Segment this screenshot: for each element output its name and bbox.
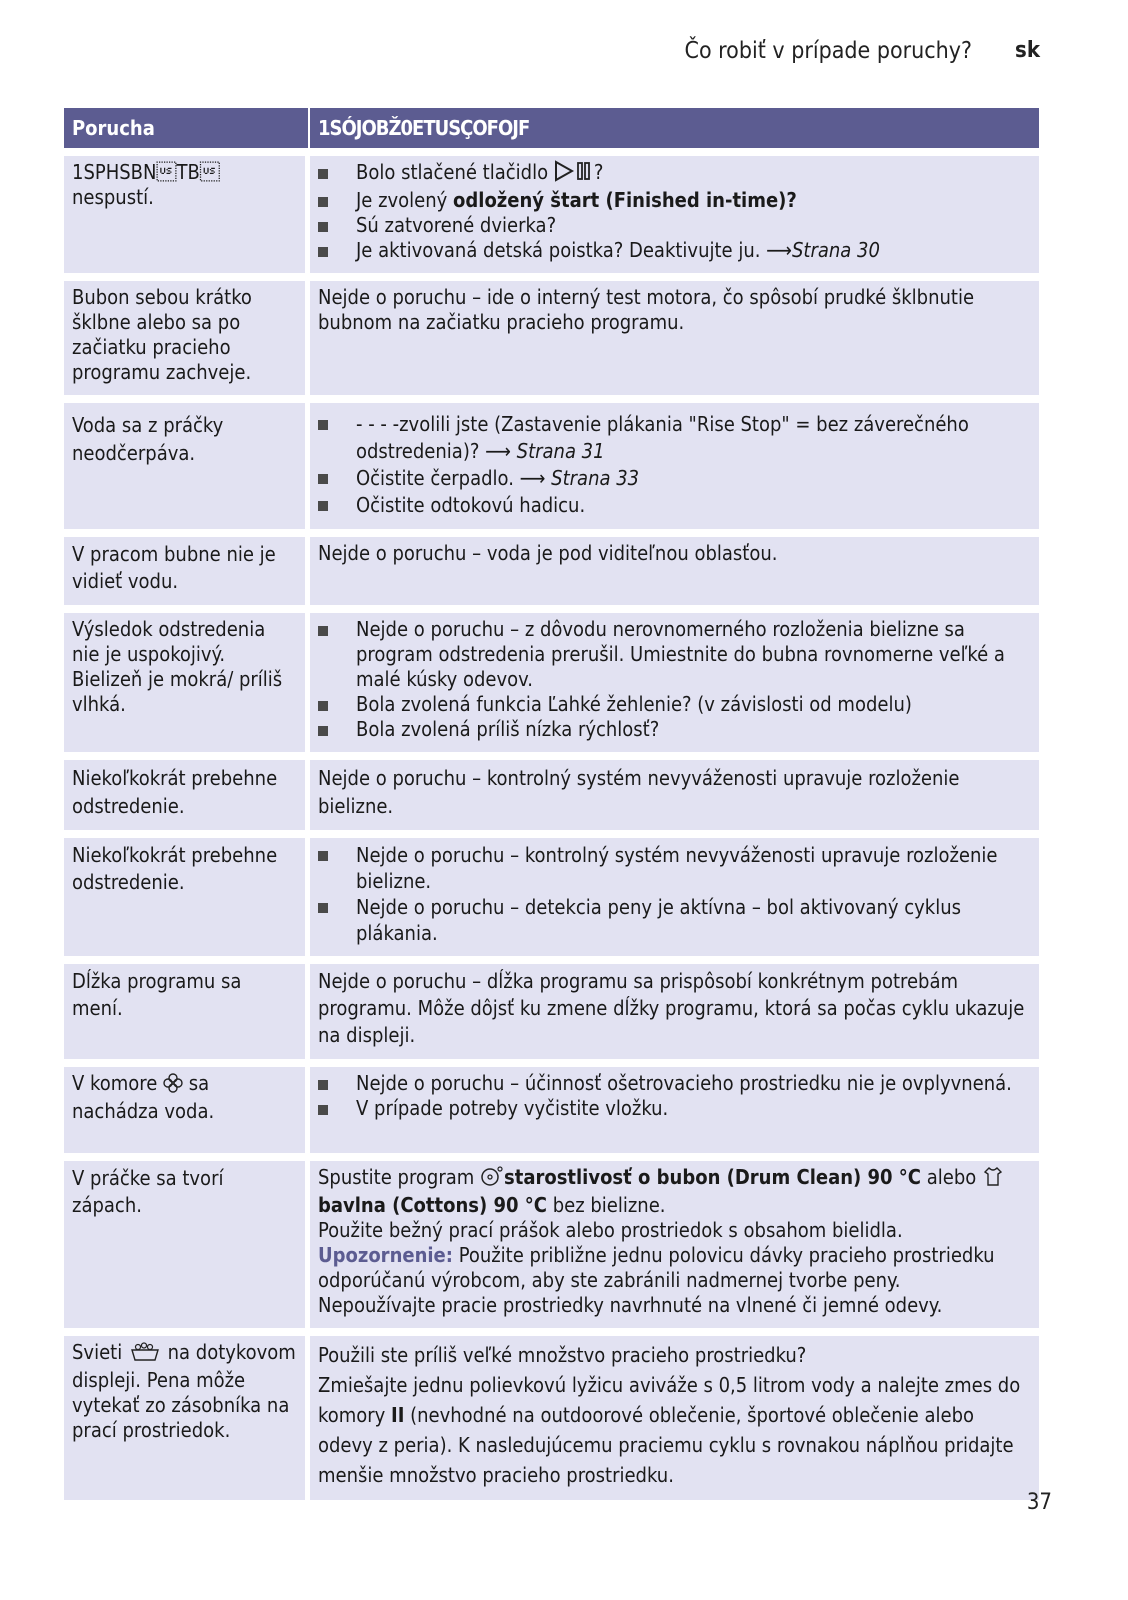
solution-cell [310, 281, 1039, 395]
table-row [64, 613, 1039, 752]
fault-text: 1SPHSBN TB nespustí. [72, 160, 220, 209]
fault-text-suffix: sa nachádza voda. [72, 1071, 215, 1123]
drum-clean-icon [480, 1165, 504, 1193]
list-item [318, 411, 1031, 465]
fault-text-suffix: na dotykovom displeji. Pena môže vytekať zo zásobníka na prací prostriedok. [72, 1340, 296, 1442]
softener-flower-icon [163, 1073, 183, 1099]
bullet-bold-text: odložený štart (Finished in-time)? [453, 188, 797, 212]
fault-text: Svieti [72, 1340, 123, 1364]
fault-cell [64, 964, 310, 1059]
solution-cell [310, 760, 1039, 830]
solution-cell [310, 1067, 1039, 1153]
col-header-fault: Porucha [64, 108, 310, 148]
list-item [318, 188, 1031, 213]
bullet-text: Bola zvolená funkcia Ľahké žehlenie? (v závislosti od modelu) [356, 692, 912, 716]
list-item [318, 160, 1031, 188]
bullet-text: Nejde o poruchu – z dôvodu nerovnomerného rozloženia bielizne sa program odstredenia prerušil. Umiestnite do bubna rovnomerne veľké a malé kúsky odevov. [356, 617, 1005, 691]
solution-text: Nejde o poruchu – ide o interný test motora, čo spôsobí prudké šklbnutie bubnom na začiatku pracieho programu. [318, 285, 975, 334]
bullet-text: Je zvolený [356, 188, 448, 212]
warning-label: Upozornenie: [318, 1243, 453, 1267]
list-item [318, 842, 1031, 894]
fault-cell [64, 1161, 310, 1328]
fault-cell [64, 281, 310, 395]
foam-detection-icon [128, 1342, 162, 1368]
solution-text: Nejde o poruchu – dĺžka programu sa prispôsobí konkrétnym potrebám programu. Môže dôjsť ku zmene dĺžky programu, ktorá sa počas cyklu ukazuje na displeji. [318, 969, 1025, 1047]
fault-text: Bubon sebou krátko šklbne alebo sa po začiatku pracieho programu zachveje. [72, 285, 252, 384]
solution-cell [310, 838, 1039, 956]
compartment-label: II [391, 1403, 405, 1427]
list-item [318, 617, 1031, 692]
bullet-text: V prípade potreby vyčistite vložku. [356, 1096, 669, 1120]
fault-text: Voda sa z práčky neodčerpáva. [72, 413, 224, 465]
list-item [318, 213, 1031, 238]
fault-cell [64, 156, 310, 273]
bullet-text: Bolo stlačené tlačidlo [356, 160, 549, 184]
list-item [318, 717, 1031, 742]
arrow-icon: ⟶ [519, 466, 546, 490]
program-name: bavlna (Cottons) 90 °C [318, 1193, 547, 1217]
solution-text: Nepoužívajte pracie prostriedky navrhnuté na vlnené či jemné odevy. [318, 1293, 943, 1317]
table-row [64, 1336, 1039, 1500]
start-pause-icon [554, 160, 594, 188]
page-reference: Strana 33 [551, 466, 640, 490]
warning-text: Použite približne jednu polovicu dávky pracieho prostriedku odporúčanú výrobcom, aby ste zabránili nadmernej tvorbe peny. [318, 1243, 995, 1292]
fault-cell [64, 760, 310, 830]
table-row [64, 1161, 1039, 1328]
bullet-text: Nejde o poruchu – kontrolný systém nevyváženosti upravuje rozloženie bielizne. [356, 843, 998, 893]
fault-cell [64, 537, 310, 605]
language-code: sk [1015, 38, 1040, 63]
solution-text: Spustite program [318, 1165, 475, 1189]
fault-text: V pracom bubne nie je vidieť vodu. [72, 542, 276, 593]
arrow-icon: ⟶ [485, 439, 511, 463]
bullet-text: Očistite čerpadlo. [356, 466, 514, 490]
solution-cell [310, 1161, 1039, 1328]
bullet-text: Nejde o poruchu – účinnosť ošetrovacieho prostriedku nie je ovplyvnená. [356, 1071, 1012, 1095]
table-header-row [64, 108, 1039, 148]
page-reference: Strana 31 [516, 439, 605, 463]
solution-text: Použite bežný prací prášok alebo prostriedok s obsahom bielidla. [318, 1218, 903, 1242]
table-row [64, 281, 1039, 395]
list-item [318, 894, 1031, 946]
fault-text: Niekoľkokrát prebehne odstredenie. [72, 843, 278, 894]
arrow-icon: ⟶ [766, 238, 792, 262]
bullet-text: Bola zvolená príliš nízka rýchlosť? [356, 717, 660, 741]
fault-cell [64, 403, 310, 529]
fault-cell [64, 1336, 310, 1500]
solution-text: bez bielizne. [552, 1193, 666, 1217]
solution-cell [310, 964, 1039, 1059]
table-row [64, 537, 1039, 605]
list-item [318, 238, 1031, 263]
fault-text: V komore [72, 1071, 158, 1095]
solution-text: (nevhodné na outdoorové oblečenie, športové oblečenie alebo odevy z peria). K nasledujúcemu praciemu cyklu s rovnakou náplňou pridajte menšie množstvo pracieho prostriedku. [318, 1403, 1014, 1487]
solution-cell [310, 1336, 1039, 1500]
list-item [318, 492, 1031, 519]
table-row [64, 964, 1039, 1059]
bullet-text: Je aktivovaná detská poistka? Deaktivujte ju. [356, 238, 761, 262]
table-row [64, 760, 1039, 830]
page-reference: Strana 30 [791, 238, 880, 262]
solution-cell [310, 613, 1039, 752]
col-header-solution: 1SÓJOBŽ0ETUSÇOFOJF [310, 108, 1039, 148]
solution-text: Zmiešajte jednu polievkovú lyžicu aviváže s 0,5 litrom vody a nalejte zmes do komory [318, 1373, 1021, 1427]
bullet-text: - - - -zvolili jste (Zastavenie plákania "Rise Stop" = bez záverečného odstredenia)? [356, 412, 969, 463]
page-number: 37 [1026, 1490, 1052, 1515]
table-row [64, 403, 1039, 529]
fault-text: V práčke sa tvorí zápach. [72, 1166, 224, 1217]
fault-text: Niekoľkokrát prebehne odstredenie. [72, 766, 278, 818]
bullet-text: Nejde o poruchu – detekcia peny je aktívna – bol aktivovaný cyklus plákania. [356, 895, 961, 945]
list-item [318, 1096, 1031, 1121]
table-row [64, 838, 1039, 956]
bullet-text: Očistite odtokovú hadicu. [356, 493, 586, 517]
table-row [64, 1067, 1039, 1153]
fault-text: Dĺžka programu sa mení. [72, 969, 242, 1020]
fault-cell [64, 613, 310, 752]
solution-text: Nejde o poruchu – voda je pod viditeľnou oblasťou. [318, 541, 778, 565]
troubleshooting-table [64, 100, 1039, 1508]
table-row [64, 156, 1039, 273]
solution-cell [310, 156, 1039, 273]
solution-text: Použili ste príliš veľké množstvo pracieho prostriedku? [318, 1343, 807, 1367]
fault-cell [64, 838, 310, 956]
fault-cell [64, 1067, 310, 1153]
bullet-text: Sú zatvorené dvierka? [356, 213, 557, 237]
program-name: starostlivosť o bubon (Drum Clean) 90 °C [504, 1165, 922, 1189]
solution-cell [310, 537, 1039, 605]
solution-text: Nejde o poruchu – kontrolný systém nevyváženosti upravuje rozloženie bielizne. [318, 766, 960, 818]
fault-text: Výsledok odstredenia nie je uspokojivý. Bielizeň je mokrá/ príliš vlhká. [72, 617, 283, 716]
cottons-icon [982, 1165, 1004, 1193]
page-header-title: Čo robiť v prípade poruchy? [684, 38, 972, 64]
solution-cell [310, 403, 1039, 529]
list-item [318, 465, 1031, 492]
list-item [318, 1071, 1031, 1096]
list-item [318, 692, 1031, 717]
solution-text: alebo [926, 1165, 977, 1189]
bullet-text-suffix: ? [593, 160, 604, 184]
